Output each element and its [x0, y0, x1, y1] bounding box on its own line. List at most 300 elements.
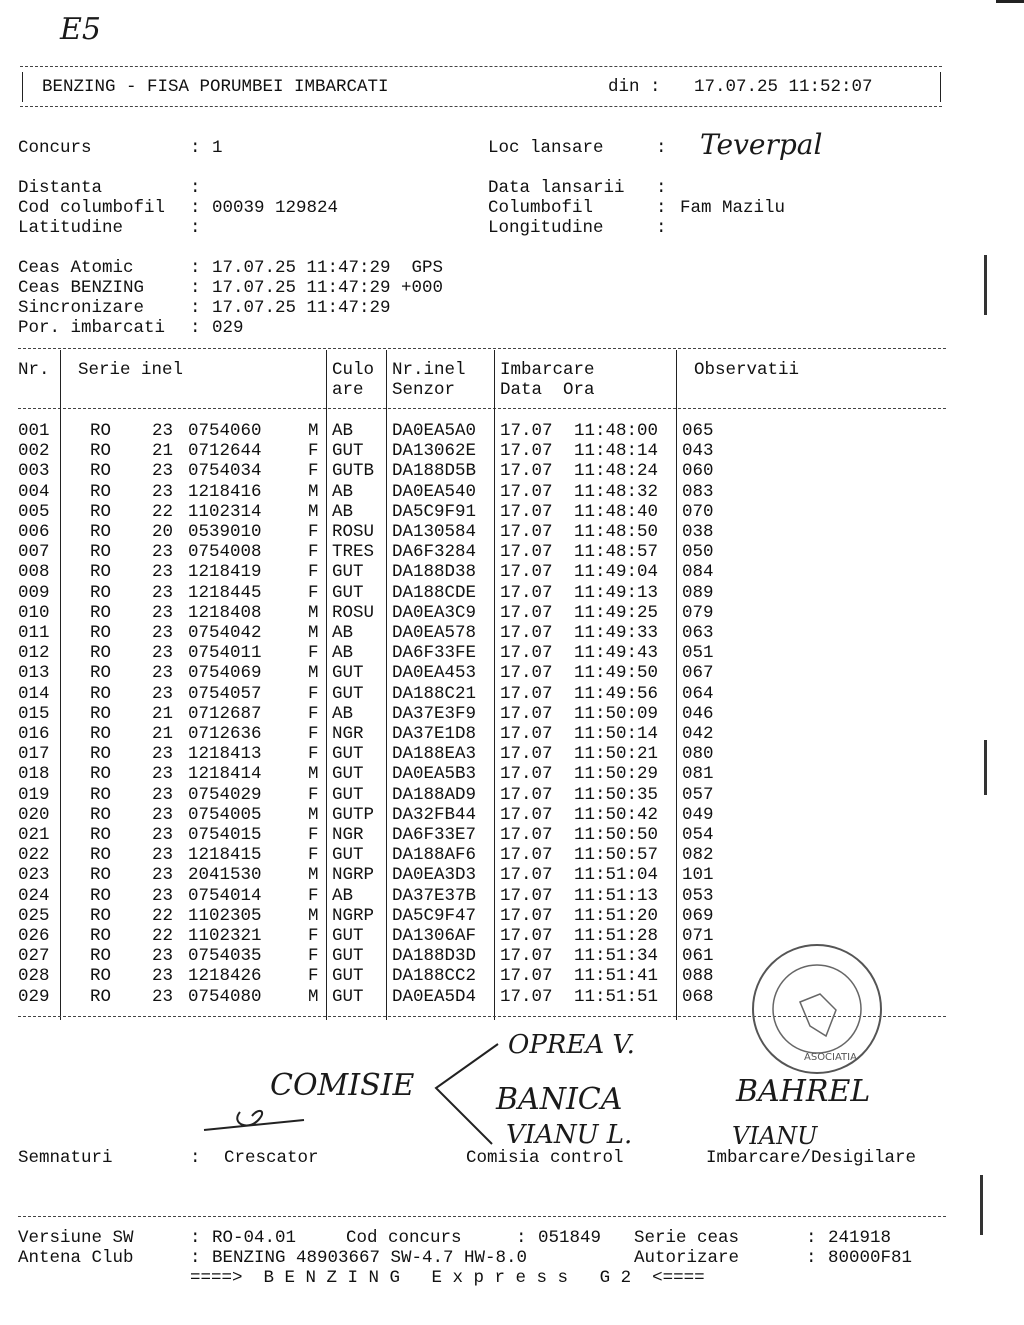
row-ora: 11:50:50 [574, 825, 659, 845]
row-nr: 015 [18, 703, 50, 724]
sincronizare-label: Sincronizare [18, 298, 145, 318]
row-nr: 026 [18, 926, 50, 946]
row-data: 17.07 [500, 986, 553, 1007]
row-senzor: DA5C9F91 [392, 501, 477, 522]
table-row [0, 724, 760, 744]
row-serie-inel: 0754080 [188, 986, 262, 1007]
row-senzor: DA188CC2 [392, 966, 477, 987]
table-row [0, 583, 760, 603]
loc-lansare-label: Loc lansare [488, 138, 604, 158]
por-imbarcati-value: 029 [212, 318, 244, 338]
stamp-text: ASOCIATIA [804, 1052, 857, 1063]
row-serie-inel: 0712644 [188, 441, 262, 462]
row-culoare: NGR [332, 825, 364, 845]
row-sex: F [308, 643, 319, 664]
antena-club-colon: : [190, 1248, 201, 1268]
row-senzor: DA0EA3C9 [392, 602, 477, 623]
row-nr: 004 [18, 481, 50, 502]
row-sex: M [308, 481, 319, 502]
row-an: 23 [152, 643, 174, 664]
row-nr: 018 [18, 764, 50, 785]
row-an: 23 [152, 946, 174, 967]
table-header-rule [18, 408, 946, 409]
row-observatii: 053 [682, 885, 714, 906]
row-data: 17.07 [500, 542, 553, 563]
row-data: 17.07 [500, 905, 553, 926]
row-observatii: 068 [682, 986, 714, 1007]
crescator-label: Crescator [224, 1148, 319, 1168]
footer-banner: ====> B E N Z I N G E x p r e s s G 2 <==== [190, 1268, 705, 1288]
row-observatii: 042 [682, 724, 714, 744]
row-nr: 012 [18, 643, 50, 664]
distanta-colon: : [190, 178, 201, 198]
row-culoare: GUT [332, 946, 364, 967]
row-senzor: DA6F33FE [392, 643, 477, 664]
row-nr: 011 [18, 623, 50, 643]
row-culoare: ROSU [332, 522, 375, 542]
autorizare-colon: : [806, 1248, 817, 1268]
scan-mark [980, 1175, 983, 1235]
row-observatii: 049 [682, 804, 714, 825]
row-data: 17.07 [500, 683, 553, 704]
row-culoare: NGR [332, 724, 364, 744]
row-observatii: 043 [682, 441, 714, 462]
row-observatii: 061 [682, 946, 714, 967]
row-tara: RO [90, 966, 112, 987]
row-nr: 021 [18, 825, 50, 845]
row-ora: 11:48:40 [574, 501, 659, 522]
row-data: 17.07 [500, 623, 553, 643]
table-row [0, 461, 760, 481]
row-an: 23 [152, 865, 174, 886]
row-data: 17.07 [500, 966, 553, 987]
row-tara: RO [90, 562, 112, 583]
table-row [0, 704, 760, 724]
cod-columbofil-colon: : [190, 198, 201, 218]
row-serie-inel: 1218408 [188, 602, 262, 623]
table-row [0, 663, 760, 683]
cod-columbofil-value: 00039 129824 [212, 198, 339, 218]
row-culoare: GUT [332, 562, 364, 583]
row-senzor: DA0EA3D3 [392, 865, 477, 886]
row-ora: 11:48:57 [574, 542, 659, 563]
row-an: 23 [152, 683, 174, 704]
sincronizare-colon: : [190, 298, 201, 318]
row-ora: 11:51:28 [574, 926, 659, 946]
row-ora: 11:49:43 [574, 643, 659, 664]
concurs-value: 1 [212, 138, 223, 158]
row-an: 23 [152, 582, 174, 603]
row-tara: RO [90, 461, 112, 482]
handwritten-comisie: COMISIE [270, 1068, 415, 1103]
row-observatii: 071 [682, 926, 714, 946]
row-an: 23 [152, 461, 174, 482]
row-serie-inel: 0712687 [188, 703, 262, 724]
row-nr: 005 [18, 501, 50, 522]
row-nr: 029 [18, 986, 50, 1007]
row-senzor: DA188D3D [392, 946, 477, 967]
row-an: 23 [152, 542, 174, 563]
row-culoare: GUT [332, 663, 364, 684]
row-tara: RO [90, 542, 112, 563]
row-senzor: DA188C21 [392, 683, 477, 704]
row-tara: RO [90, 643, 112, 664]
row-ora: 11:51:41 [574, 966, 659, 987]
row-senzor: DA1306AF [392, 926, 477, 946]
row-tara: RO [90, 986, 112, 1007]
row-sex: F [308, 522, 319, 542]
row-culoare: ROSU [332, 602, 375, 623]
row-tara: RO [90, 845, 112, 866]
row-data: 17.07 [500, 481, 553, 502]
row-nr: 013 [18, 663, 50, 684]
columbofil-value: Fam Mazilu [680, 198, 786, 218]
row-senzor: DA13062E [392, 441, 477, 462]
row-tara: RO [90, 481, 112, 502]
col-header-nr: Nr. [18, 360, 50, 380]
row-senzor: DA188AD9 [392, 784, 477, 805]
handwritten-brace [432, 1040, 502, 1150]
scan-mark [984, 255, 987, 315]
row-culoare: GUTP [332, 804, 375, 825]
row-nr: 016 [18, 724, 50, 744]
table-row [0, 906, 760, 926]
latitudine-label: Latitudine [18, 218, 124, 238]
row-tara: RO [90, 623, 112, 643]
row-sex: F [308, 926, 319, 946]
row-nr: 009 [18, 582, 50, 603]
row-nr: 001 [18, 421, 50, 441]
row-an: 23 [152, 744, 174, 765]
row-tara: RO [90, 744, 112, 765]
row-serie-inel: 0539010 [188, 522, 262, 542]
serie-ceas-label: Serie ceas [634, 1228, 740, 1248]
row-an: 23 [152, 845, 174, 866]
row-an: 21 [152, 703, 174, 724]
row-sex: F [308, 784, 319, 805]
row-sex: F [308, 582, 319, 603]
row-tara: RO [90, 522, 112, 542]
row-culoare: GUTB [332, 461, 375, 482]
row-culoare: AB [332, 481, 354, 502]
row-ora: 11:49:13 [574, 582, 659, 603]
row-ora: 11:51:13 [574, 885, 659, 906]
header-din-label: din : [608, 77, 661, 97]
row-serie-inel: 0754057 [188, 683, 262, 704]
antena-club-label: Antena Club [18, 1248, 134, 1268]
row-serie-inel: 1102321 [188, 926, 262, 946]
row-an: 23 [152, 421, 174, 441]
row-observatii: 065 [682, 421, 714, 441]
row-senzor: DA6F33E7 [392, 825, 477, 845]
table-row [0, 987, 760, 1007]
row-culoare: GUT [332, 986, 364, 1007]
row-serie-inel: 1102305 [188, 905, 262, 926]
autorizare-value: 80000F81 [828, 1248, 913, 1268]
table-row [0, 865, 760, 885]
row-tara: RO [90, 764, 112, 785]
row-ora: 11:49:25 [574, 602, 659, 623]
table-row [0, 785, 760, 805]
row-serie-inel: 1218426 [188, 966, 262, 987]
row-observatii: 051 [682, 643, 714, 664]
ceas-atomic-colon: : [190, 258, 201, 278]
row-ora: 11:51:20 [574, 905, 659, 926]
versiune-sw-label: Versiune SW [18, 1228, 134, 1248]
ceas-atomic-value: 17.07.25 11:47:29 GPS [212, 258, 444, 278]
row-culoare: AB [332, 623, 354, 643]
semnaturi-label: Semnaturi [18, 1148, 113, 1168]
row-serie-inel: 0754014 [188, 885, 262, 906]
row-culoare: GUT [332, 582, 364, 603]
table-row [0, 623, 760, 643]
row-data: 17.07 [500, 441, 553, 462]
row-nr: 017 [18, 744, 50, 765]
row-culoare: GUT [332, 764, 364, 785]
row-serie-inel: 0754034 [188, 461, 262, 482]
row-nr: 002 [18, 441, 50, 462]
imbarcare-desigilare-label: Imbarcare/Desigilare [706, 1148, 917, 1168]
row-senzor: DA188CDE [392, 582, 477, 603]
row-data: 17.07 [500, 724, 553, 744]
autorizare-label: Autorizare [634, 1248, 740, 1268]
row-tara: RO [90, 926, 112, 946]
row-observatii: 083 [682, 481, 714, 502]
distanta-label: Distanta [18, 178, 103, 198]
col-header-culoare-1: Culo [332, 360, 375, 380]
row-serie-inel: 0754035 [188, 946, 262, 967]
row-sex: M [308, 986, 319, 1007]
cod-concurs-colon: : [516, 1228, 527, 1248]
row-an: 23 [152, 623, 174, 643]
row-culoare: GUT [332, 784, 364, 805]
row-sex: F [308, 744, 319, 765]
row-sex: F [308, 562, 319, 583]
handwritten-vianu-2: VIANU [732, 1122, 818, 1150]
table-row [0, 502, 760, 522]
handwritten-annotation-e5: E5 [60, 12, 101, 47]
row-sex: F [308, 885, 319, 906]
row-tara: RO [90, 602, 112, 623]
row-sex: F [308, 461, 319, 482]
row-ora: 11:51:34 [574, 946, 659, 967]
row-observatii: 063 [682, 623, 714, 643]
row-nr: 006 [18, 522, 50, 542]
ceas-atomic-label: Ceas Atomic [18, 258, 134, 278]
row-culoare: GUT [332, 845, 364, 866]
row-ora: 11:50:09 [574, 703, 659, 724]
row-ora: 11:50:57 [574, 845, 659, 866]
row-culoare: AB [332, 501, 354, 522]
row-nr: 024 [18, 885, 50, 906]
row-an: 23 [152, 562, 174, 583]
handwritten-bahrel: BAHREL [736, 1074, 871, 1109]
row-senzor: DA0EA5B3 [392, 764, 477, 785]
row-serie-inel: 0754015 [188, 825, 262, 845]
row-ora: 11:48:50 [574, 522, 659, 542]
row-an: 23 [152, 481, 174, 502]
row-an: 23 [152, 966, 174, 987]
row-ora: 11:50:35 [574, 784, 659, 805]
table-row [0, 845, 760, 865]
row-data: 17.07 [500, 804, 553, 825]
row-observatii: 060 [682, 461, 714, 482]
row-nr: 014 [18, 683, 50, 704]
ceas-benzing-label: Ceas BENZING [18, 278, 145, 298]
versiune-sw-colon: : [190, 1228, 201, 1248]
columbofil-label: Columbofil [488, 198, 594, 218]
table-row [0, 825, 760, 845]
row-serie-inel: 0754005 [188, 804, 262, 825]
col-header-serie-inel: Serie inel [78, 360, 184, 380]
row-data: 17.07 [500, 602, 553, 623]
row-ora: 11:49:33 [574, 623, 659, 643]
row-an: 23 [152, 825, 174, 845]
row-culoare: GUT [332, 441, 364, 462]
row-observatii: 054 [682, 825, 714, 845]
row-data: 17.07 [500, 845, 553, 866]
row-senzor: DA6F3284 [392, 542, 477, 563]
columbofil-colon: : [656, 198, 667, 218]
row-tara: RO [90, 865, 112, 886]
row-tara: RO [90, 784, 112, 805]
row-sex: F [308, 683, 319, 704]
row-senzor: DA32FB44 [392, 804, 477, 825]
row-observatii: 079 [682, 602, 714, 623]
ceas-benzing-value: 17.07.25 11:47:29 +000 [212, 278, 444, 298]
association-stamp [748, 940, 886, 1078]
row-serie-inel: 0712636 [188, 724, 262, 744]
comisia-control-label: Comisia control [466, 1148, 624, 1168]
row-ora: 11:51:04 [574, 865, 659, 886]
row-data: 17.07 [500, 501, 553, 522]
row-data: 17.07 [500, 825, 553, 845]
row-nr: 007 [18, 542, 50, 563]
row-serie-inel: 0754029 [188, 784, 262, 805]
row-senzor: DA0EA5D4 [392, 986, 477, 1007]
row-observatii: 057 [682, 784, 714, 805]
row-data: 17.07 [500, 421, 553, 441]
row-ora: 11:48:14 [574, 441, 659, 462]
row-data: 17.07 [500, 562, 553, 583]
row-ora: 11:50:42 [574, 804, 659, 825]
handwritten-vianu: VIANU L. [506, 1120, 633, 1150]
row-serie-inel: 1218445 [188, 582, 262, 603]
row-senzor: DA0EA578 [392, 623, 477, 643]
row-sex: M [308, 865, 319, 886]
row-sex: M [308, 623, 319, 643]
row-an: 23 [152, 663, 174, 684]
cod-concurs-value: 051849 [538, 1228, 602, 1248]
scan-mark [984, 740, 987, 795]
row-serie-inel: 1218419 [188, 562, 262, 583]
row-senzor: DA188D38 [392, 562, 477, 583]
row-ora: 11:49:50 [574, 663, 659, 684]
row-observatii: 088 [682, 966, 714, 987]
row-senzor: DA37E3F9 [392, 703, 477, 724]
row-serie-inel: 0754069 [188, 663, 262, 684]
table-row [0, 643, 760, 663]
row-culoare: NGRP [332, 905, 375, 926]
row-ora: 11:50:29 [574, 764, 659, 785]
row-nr: 008 [18, 562, 50, 583]
row-an: 23 [152, 764, 174, 785]
row-an: 23 [152, 784, 174, 805]
row-nr: 020 [18, 804, 50, 825]
row-tara: RO [90, 804, 112, 825]
row-observatii: 038 [682, 522, 714, 542]
row-nr: 027 [18, 946, 50, 967]
ceas-benzing-colon: : [190, 278, 201, 298]
row-data: 17.07 [500, 582, 553, 603]
cod-columbofil-label: Cod columbofil [18, 198, 166, 218]
row-sex: F [308, 946, 319, 967]
antena-club-value: BENZING 48903667 SW-4.7 HW-8.0 [212, 1248, 528, 1268]
row-sex: M [308, 501, 319, 522]
row-tara: RO [90, 501, 112, 522]
row-serie-inel: 0754011 [188, 643, 262, 664]
table-row [0, 562, 760, 582]
row-senzor: DA130584 [392, 522, 477, 542]
table-row [0, 684, 760, 704]
row-culoare: NGRP [332, 865, 375, 886]
table-row [0, 482, 760, 502]
row-culoare: GUT [332, 683, 364, 704]
row-data: 17.07 [500, 663, 553, 684]
loc-lansare-colon: : [656, 138, 667, 158]
row-observatii: 089 [682, 582, 714, 603]
row-ora: 11:48:00 [574, 421, 659, 441]
table-row [0, 522, 760, 542]
row-tara: RO [90, 724, 112, 744]
row-tara: RO [90, 946, 112, 967]
row-data: 17.07 [500, 703, 553, 724]
row-senzor: DA188EA3 [392, 744, 477, 765]
row-sex: F [308, 825, 319, 845]
row-an: 20 [152, 522, 174, 542]
col-header-nr-inel-1: Nr.inel [392, 360, 466, 380]
table-top-rule [18, 348, 946, 349]
row-serie-inel: 1218414 [188, 764, 262, 785]
table-row [0, 886, 760, 906]
row-senzor: DA188D5B [392, 461, 477, 482]
row-tara: RO [90, 663, 112, 684]
table-row [0, 946, 760, 966]
semnaturi-colon: : [190, 1148, 201, 1168]
col-header-culoare-2: are [332, 380, 364, 400]
header-right-border [940, 72, 941, 102]
row-observatii: 050 [682, 542, 714, 563]
row-sex: M [308, 804, 319, 825]
row-sex: F [308, 542, 319, 563]
row-an: 23 [152, 804, 174, 825]
row-ora: 11:50:14 [574, 724, 659, 744]
row-ora: 11:48:24 [574, 461, 659, 482]
table-row [0, 603, 760, 623]
row-data: 17.07 [500, 784, 553, 805]
row-serie-inel: 0754042 [188, 623, 262, 643]
row-culoare: GUT [332, 926, 364, 946]
row-an: 22 [152, 905, 174, 926]
row-observatii: 064 [682, 683, 714, 704]
row-tara: RO [90, 825, 112, 845]
row-ora: 11:50:21 [574, 744, 659, 765]
row-data: 17.07 [500, 764, 553, 785]
row-ora: 11:48:32 [574, 481, 659, 502]
row-observatii: 101 [682, 865, 714, 886]
row-culoare: GUT [332, 744, 364, 765]
table-row [0, 764, 760, 784]
